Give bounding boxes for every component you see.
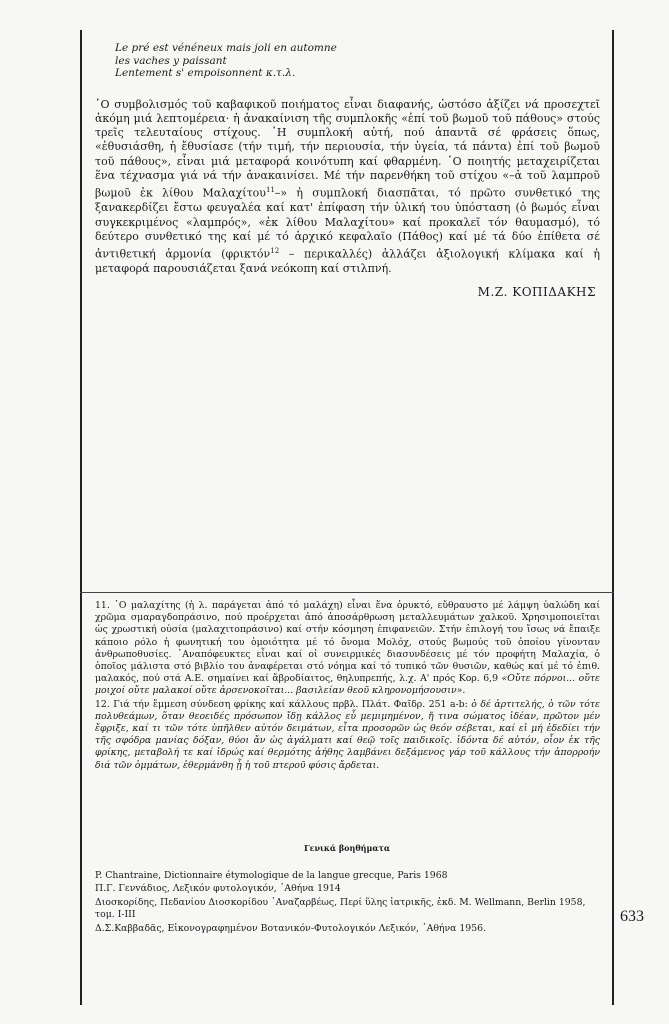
footnote-number: 11. bbox=[95, 600, 110, 611]
footnote-number: 12. bbox=[95, 698, 110, 710]
epigraph-line: Le pré est vénéneux mais joli en automne bbox=[115, 42, 337, 54]
right-margin-rule bbox=[612, 30, 614, 1005]
epigraph bbox=[115, 42, 600, 80]
footnote-quote: «Οὔτε πόρνοι... οὔτε μοιχοί οὔτε μαλακοί οὔτε ἀρσενοκοῖται... βασιλείαν θεοῦ κληρονομήσουσιν». bbox=[95, 673, 600, 697]
note-ref-12[interactable]: 12 bbox=[270, 247, 280, 256]
epigraph-line: les vaches y paissant bbox=[115, 54, 227, 67]
footnote-11 bbox=[95, 600, 600, 698]
paragraph-text: ῾Ο συμβολισμός τοῦ καβαφικοῦ ποιήματος εἶναι διαφανής, ὡστόσο ἀξίζει νά προσεχτεῖ ἀκόμη μιά λεπτομέρεια· ἡ ἀνακαίνιση τῆς συμπλοκῆς «ἐπί τοῦ βωμοῦ τοῦ πάθους» στούς τρεῖς τελευταίους στίχους. ῾Η συμπλοκή αὐτή, πού ἀπαντᾶ σέ φράσεις ὅπως, «ἐθυσιάσθη, ἡ ἔθυσίασε (τήν τιμή, τήν περιουσία, τήν ὑγεία, τά πάντα) ἐπί τοῦ βωμοῦ τοῦ πάθους», εἶναι μιά μεταφορά κοινότυπη καί φθαρμένη. ῾Ο ποιητής μεταχειρίζεται ἕνα τέχνασμα γιά νά τήν ἀνακαινίσει. Μέ τήν παρενθήκη τοῦ στίχου «–ἀ τοῦ λαμπροῦ βωμοῦ ἐκ λίθου Μαλαχίτου bbox=[95, 97, 600, 200]
paragraph-text-c: – περικαλλές) ἀλλάζει ἀξιολογική κλίμακα καί ἡ μεταφορά παρουσιάζεται ξανά νεόκοπη καί στιλπνή. bbox=[95, 247, 600, 276]
note-ref-11[interactable]: 11 bbox=[266, 186, 275, 195]
epigraph-line: Lentement s' empoisonnent κ.τ.λ. bbox=[115, 67, 296, 79]
bibliography bbox=[95, 870, 600, 936]
bibliography-entry: Π.Γ. Γενvάδιος, Λεξικόν φυτολογικόν, ᾿Αθήνα 1914 bbox=[95, 883, 341, 895]
author-signature: Μ.Ζ. ΚΟΠΙΔΑΚΗΣ bbox=[477, 285, 596, 300]
footnote-separator bbox=[80, 592, 614, 593]
footnote-12 bbox=[95, 699, 600, 772]
paragraph-text-b: –» ἡ συμπλοκή διασπᾶται, τό πρῶτο συνθετικό της ξανακερδίζει ἔστω φευγαλέα καί κατ' ἐπίφαση τήν ὑλική του ὑπόσταση (ὁ βωμός εἶναι συγκεκριμένος «λαμπρός», «ἐκ λίθου Μαλαχίτου» καί προκαλεῖ τόν θαυμασμό), τό δεύτερο συνθετικό της καί μέ τό ἀρχικό κεφαλαῖο (Πάθος) καί μέ τά δύο ἐπίθετα σέ ἀντιθετική ἁρμονία (φρικτόν bbox=[95, 186, 600, 261]
footnote-text: ῾Ο μαλαχίτης (ἡ λ. παράγεται ἀπό τό μαλάχη) εἶναι ἕνα ὀρυκτό, εὔθραυστο μέ λάμψη ὑαλώδη καί χρῶμα σμαραγδοπράσινο, πού προέρχεται ἀπό ἀποσάρθρωση μεταλλευμάτων χαλκοῦ. Χρησιμοποιεῖται ὡς χρωστική οὐσία (μαλαχιτοπράσινο) καί στήν κόσμηση ἐπιφανειῶν. Στήν ἐπιλογή του ἴσως νά ἔπαιξε κάποιο ρόλο ἡ φωνητική του ὁμοιότητα μέ τό ὄνομα Μολόχ, στούς βωμούς τοῦ ὁποίου γίνονταν ἀνθρωποθυσίες. ᾿Αναπόφευκτες εἶναι καί οἱ συνειρμικές διασυνδέσεις μέ τόν προφήτη Μαλαχία, ὁ ὁποῖος μάλιστα στό βιβλίο του ἀναφέρεται στό νόημα καί τό τυπικό τῶν θυσιῶν, καθώς καί μέ τό ἐπιθ. μαλακός, πού στά Α.Ε. σημαίνει καί ἄβροδίαιτος, θηλυπρεπής, λ.χ. Α' πρός Κορ. 6,9 bbox=[95, 600, 600, 685]
bibliography-entry: Δ.Σ.Καββαδᾶς, Εἰκονογραφημένον Βοτανικόν-Φυτολογικόν Λεξικόν, ᾿Αθήνα 1956. bbox=[95, 922, 486, 934]
bibliography-entry: P. Chantraine, Dictionnaire étymologique de la langue grecque, Paris 1968 bbox=[95, 870, 448, 881]
footnote-quote: ὁ δέ ἀρτιτελής, ὁ τῶν τότε πολυθεάμων, ὅταν θεοειδές πρόσωπον ἴδῃ κάλλος εὖ μεμιμημένον, ἤ τινα σώματος ἰδέαν, πρῶτον μέν ἔφριξε, καί τι τῶν τότε ὑπῆλθεν αὐτόν δειμάτων, εἶτα προσορῶν ὡς θεόν σέβεται, καί εἰ μή ἐδεδίει τήν τῆς σφόδρα μανίας δόξαν, θύοι ἄν ὡς ἀγάλματι καί θεῷ τοῖς παιδικοῖς. ἰδόντα δέ αὐτόν, οἷον ἐκ τῆς φρίκης, μεταβολή τε καί ἱδρώς καί θερμότης ἀήθης λαμβάνει δεξάμενος γάρ τοῦ κάλλους τήν ἀπορροήν διά τῶν ὀμμάτων, ἐθερμάνθη ᾗ ἡ τοῦ πτεροῦ φύσις ἄρδεται. bbox=[95, 698, 600, 771]
main-content bbox=[95, 42, 600, 299]
left-margin-rule bbox=[80, 30, 82, 1005]
bibliography-heading: Γενικά βοηθήματα bbox=[303, 843, 391, 853]
page-number: 633 bbox=[620, 908, 644, 925]
bibliography-entry: Διοσκορίδης, Πεδανίου Διοσκορίδου ᾿Αναζαρβέως, Περί ὕλης ἰατρικῆς, ἐκδ. Μ. Wellmann, Berlin 1958, τομ. I-III bbox=[95, 896, 586, 921]
footnote-text: Γιά τήν ἔμμεση σύνδεση φρίκης καί κάλλους πρβλ. Πλάτ. Φαῖδρ. 251 a-b: bbox=[113, 698, 468, 710]
footnotes bbox=[95, 600, 600, 773]
body-paragraph bbox=[95, 98, 600, 277]
